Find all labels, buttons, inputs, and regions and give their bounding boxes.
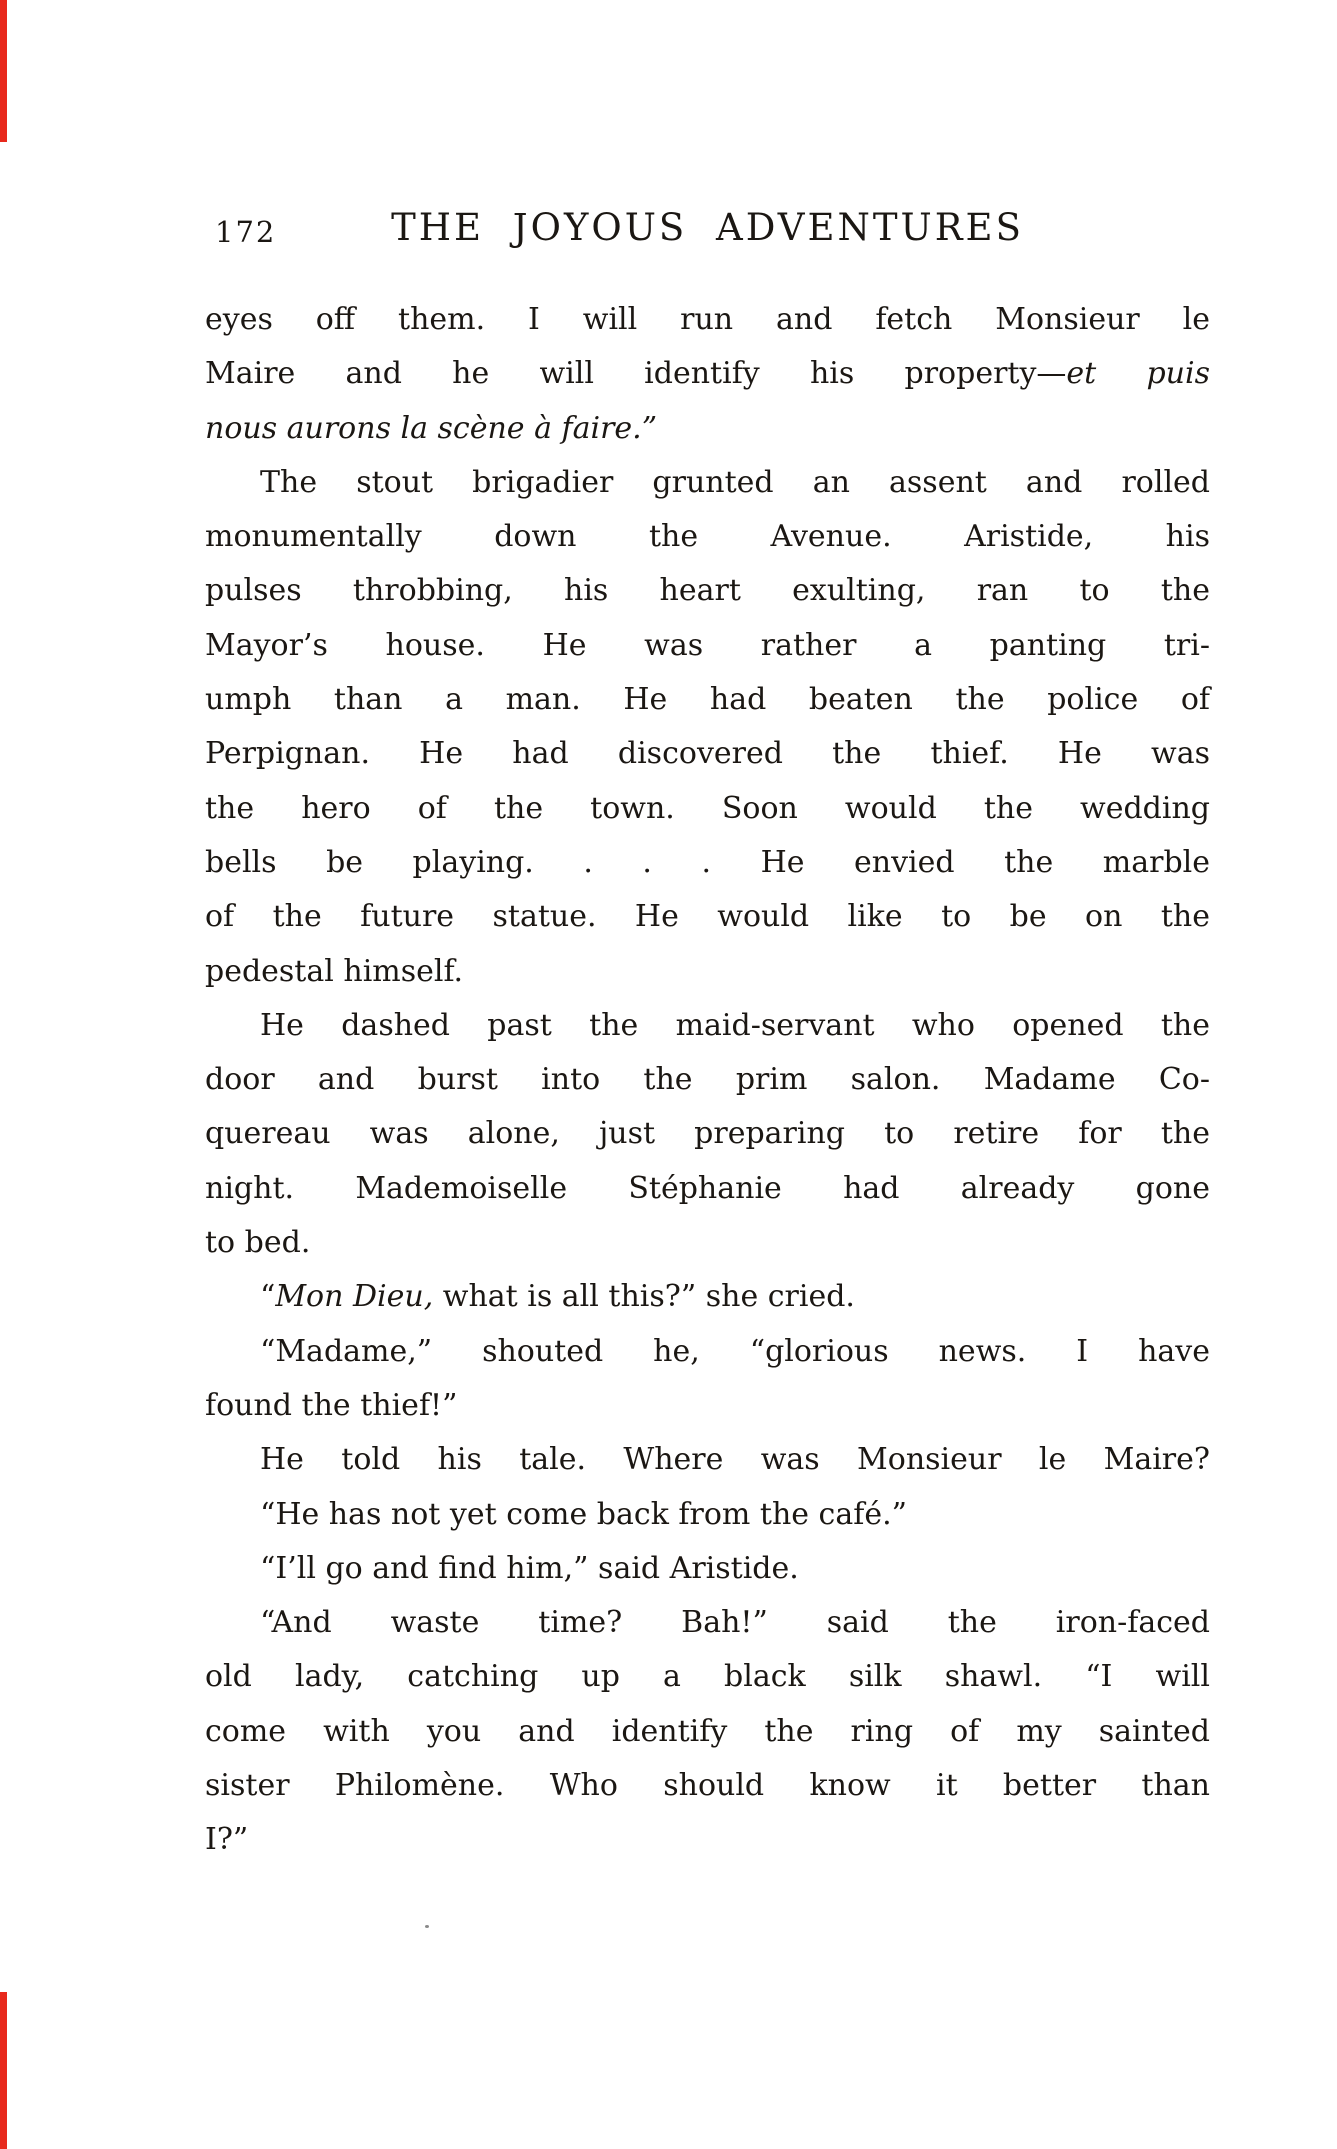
text-segment: Maire and he will identify his property— bbox=[205, 356, 1067, 392]
text-line bbox=[205, 890, 1210, 944]
text-segment: Mayor’s house. He was rather a panting tri- bbox=[205, 627, 1210, 663]
text-line bbox=[205, 1053, 1210, 1107]
text-segment: Perpignan. He had discovered the thief. He was bbox=[205, 736, 1210, 772]
text-line bbox=[205, 1433, 1210, 1487]
page-header bbox=[205, 204, 1210, 252]
text-line bbox=[205, 564, 1210, 618]
text-line bbox=[205, 293, 1210, 347]
text-segment: sister Philomène. Who should know it better than bbox=[205, 1768, 1210, 1804]
text-segment: pulses throbbing, his heart exulting, ran to the bbox=[205, 573, 1210, 609]
text-segment: eyes off them. I will run and fetch Monsieur le bbox=[205, 302, 1210, 337]
text-line bbox=[205, 347, 1210, 401]
text-line bbox=[205, 836, 1210, 890]
text-segment: come with you and identify the ring of my sainted bbox=[205, 1713, 1210, 1749]
text-line bbox=[205, 1542, 1210, 1596]
page-number: 172 bbox=[215, 215, 277, 249]
text-segment: old lady, catching up a black silk shawl. “I will bbox=[205, 1659, 1210, 1695]
text-segment: of the future statue. He would like to be on the bbox=[205, 899, 1210, 935]
text-line bbox=[205, 1325, 1210, 1379]
text-line bbox=[205, 1162, 1210, 1216]
text-line bbox=[205, 402, 1210, 456]
text-line bbox=[205, 1270, 1210, 1324]
italic-text-segment: nous aurons la scène à faire.” bbox=[205, 410, 658, 446]
text-line bbox=[205, 510, 1210, 564]
ink-speck bbox=[425, 1925, 429, 1928]
text-segment: to bed. bbox=[205, 1225, 311, 1261]
text-line bbox=[205, 1650, 1210, 1704]
text-line bbox=[205, 1107, 1210, 1161]
text-segment: umph than a man. He had beaten the police of bbox=[205, 682, 1210, 718]
text-segment: “I’ll go and find him,” said Aristide. bbox=[260, 1550, 799, 1586]
text-line bbox=[205, 1596, 1210, 1650]
running-title: THE JOYOUS ADVENTURES bbox=[391, 206, 1024, 249]
text-segment: quereau was alone, just preparing to retire for the bbox=[205, 1116, 1210, 1152]
text-line bbox=[205, 945, 1210, 999]
text-line bbox=[205, 1216, 1210, 1270]
text-segment: pedestal himself. bbox=[205, 953, 464, 989]
text-line bbox=[205, 727, 1210, 781]
text-line bbox=[205, 619, 1210, 673]
text-segment: I?” bbox=[205, 1822, 249, 1858]
text-line bbox=[205, 999, 1210, 1053]
text-segment: “And waste time? Bah!” said the iron-faced bbox=[260, 1605, 1210, 1641]
text-segment: door and burst into the prim salon. Madame Co- bbox=[205, 1062, 1210, 1098]
text-line bbox=[205, 1488, 1210, 1542]
scan-edge-mark-top bbox=[0, 0, 7, 142]
text-line bbox=[205, 1813, 1210, 1867]
text-segment: He dashed past the maid-servant who opened the bbox=[260, 1007, 1210, 1043]
text-line bbox=[205, 1759, 1210, 1813]
text-segment: the hero of the town. Soon would the wedding bbox=[205, 790, 1210, 826]
text-segment: monumentally down the Avenue. Aristide, his bbox=[205, 519, 1210, 555]
text-segment: found the thief!” bbox=[205, 1387, 458, 1423]
italic-text-segment: Mon Dieu, bbox=[275, 1279, 434, 1315]
scan-edge-mark-bottom bbox=[0, 1992, 7, 2149]
text-segment: night. Mademoiselle Stéphanie had already gone bbox=[205, 1170, 1210, 1206]
text-segment: “Madame,” shouted he, “glorious news. I have bbox=[260, 1333, 1210, 1369]
text-segment: He told his tale. Where was Monsieur le Maire? bbox=[260, 1442, 1210, 1478]
text-segment: what is all this?” she cried. bbox=[433, 1279, 855, 1315]
text-line bbox=[205, 673, 1210, 727]
text-segment: bells be playing. . . . He envied the marble bbox=[205, 844, 1210, 880]
text-line bbox=[205, 456, 1210, 510]
text-line bbox=[205, 1379, 1210, 1433]
text-line bbox=[205, 782, 1210, 836]
page-body bbox=[205, 293, 1210, 1868]
italic-text-segment: et puis bbox=[1066, 356, 1210, 392]
text-segment: The stout brigadier grunted an assent and rolled bbox=[260, 464, 1210, 500]
text-line bbox=[205, 1705, 1210, 1759]
text-segment: “ bbox=[260, 1279, 276, 1315]
text-segment: “He has not yet come back from the café.” bbox=[260, 1496, 907, 1532]
